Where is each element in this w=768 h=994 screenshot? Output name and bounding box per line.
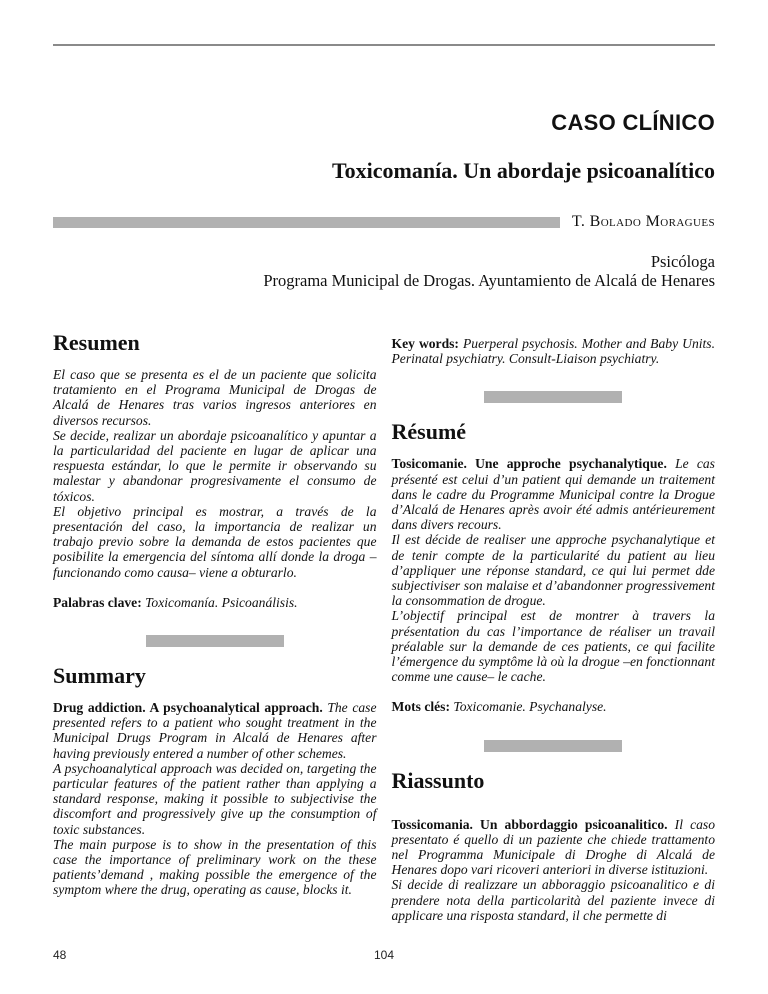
page-number-left: 48 — [53, 948, 67, 962]
left-column — [53, 331, 377, 923]
section-kicker: CASO CLÍNICO — [551, 110, 715, 135]
paragraph-text: Se decide, realizar un abordaje psicoanalítico y apuntar a la particularidad del paciente en lugar de aplicar una respuesta estándar, lo que le permite ir observando su malestar y abandonar progresivamente el consumo de tóxicos. — [53, 427, 377, 504]
paragraph-text: L’objectif principal est de montrer à travers la présentation du cas l’importance de réaliser un travail préalable sur la demande de ces patients, ce qui facilite l’émergence du symptôme là où la drogue –en fonctionnant comme une cause– le cache. — [391, 608, 715, 685]
page-number-center: 104 — [373, 948, 395, 962]
paragraph-text: The case presented refers to a patient who sought treatment in the Municipal Drugs Program in Alcalá de Henares after having previously entered a number of other schemes. — [53, 700, 377, 761]
heading-riassunto: Riassunto — [391, 767, 485, 793]
heading-summary: Summary — [53, 663, 146, 689]
paragraph-lead: Drug addiction. A psychoanalytical approach. — [53, 700, 328, 716]
keywords-label: Key words: — [391, 336, 463, 351]
paragraph-text: El objetivo principal es mostrar, a través de la presentación del caso, la importancia de realizar un trabajo previo sobre la demanda de estos pacientes que posibilite la emergencia del síntoma allí donde la droga –funcionando como causa– viene a obturarlo. — [53, 503, 377, 580]
keywords-label: Mots clés: — [391, 699, 454, 715]
paragraph-text: El caso que se presenta es el de un paciente que solicita tratamiento en el Programa Municipal de Drogas de Alcalá de Henares tras varios ingresos anteriores en diversos recursos. — [53, 367, 377, 428]
keywords-text: Toxicomanie. Psychanalyse. — [453, 699, 607, 715]
affiliation-block — [53, 252, 715, 290]
summary-paragraph — [53, 700, 377, 761]
top-rule — [53, 44, 715, 46]
paragraph-lead: Tossicomania. Un abbordaggio psicoanalitico. — [391, 816, 675, 832]
keywords-text: Puerperal psychosis. Mother and Baby Units. Perinatal psychiatry. Consult-Liaison psychiatry. — [391, 336, 715, 367]
paragraph-lead: Tosicomanie. Une approche psychanalytique. — [391, 456, 676, 472]
riassunto-paragraph — [392, 877, 716, 923]
author-name: T. Bolado Moragues — [571, 213, 715, 230]
section-divider-bar — [484, 740, 622, 752]
resumen-paragraph — [53, 504, 377, 580]
resumen-paragraph — [53, 367, 377, 428]
author-divider-bar — [53, 217, 560, 228]
keywords-text: Toxicomanía. Psicoanálisis. — [145, 594, 298, 610]
section-divider-bar — [146, 635, 284, 647]
palabras-clave — [53, 595, 377, 610]
heading-resumen: Resumen — [53, 330, 140, 355]
paragraph-text: Si decide di realizzare un abboraggio psicoanalitico e di prendere nota della particolarità del paziente invece di applicare una risposta standard, il che permette di — [391, 877, 715, 923]
heading-resume: Résumé — [391, 419, 467, 445]
keywords-label: Palabras clave: — [53, 594, 146, 610]
key-words — [392, 336, 716, 366]
paragraph-text: Le cas présenté est celui d’un patient qui demande un traitement dans le cadre du Programme Municipal contre la Drogue d’Alcalá de Henares après avoir été admis antérieurement dans divers recours. — [391, 456, 715, 533]
article-title: Toxicomanía. Un abordaje psicoanalítico — [332, 158, 715, 183]
resume-paragraph — [392, 456, 716, 532]
paragraph-text: Il est décide de realiser une approche psychanalytique et de tenir compte de la particularité du patient au lieu d’appliquer une réponse standard, ce qui lui permet dde subjectiviser son malaise et d’abandonner progressivement la consommation de drogue. — [391, 532, 715, 609]
author-row — [53, 213, 715, 231]
resume-paragraph — [392, 532, 716, 608]
resumen-paragraph — [53, 428, 377, 504]
summary-paragraph — [53, 837, 377, 898]
two-column-body — [53, 331, 715, 923]
paragraph-text: A psychoanalytical approach was decided on, targeting the particular features of the patient rather than applying a standard response, making it possible to subjectivise the discomfort and progressively give up the consumption of toxic substances. — [53, 760, 377, 837]
summary-paragraph — [53, 761, 377, 837]
affiliation-org: Programa Municipal de Drogas. Ayuntamiento de Alcalá de Henares — [263, 271, 715, 290]
mots-cles — [392, 699, 716, 714]
resume-paragraph — [392, 608, 716, 684]
paragraph-text: Il caso presentato é quello di un paziente che chiede trattamento nel Programma Municipale di Droghe di Alcalá de Henares dopo vari ricoveri anteriori in diverse istituzioni. — [391, 816, 715, 878]
riassunto-paragraph — [392, 817, 716, 878]
paragraph-text: The main purpose is to show in the presentation of this case the importance of preliminary work on the these patients’demand , making possible the emergence of the symptom where the drug, operating as cause, blocks it. — [53, 836, 377, 898]
right-column — [392, 331, 716, 923]
section-divider-bar — [484, 391, 622, 403]
affiliation-role: Psicóloga — [650, 252, 715, 271]
